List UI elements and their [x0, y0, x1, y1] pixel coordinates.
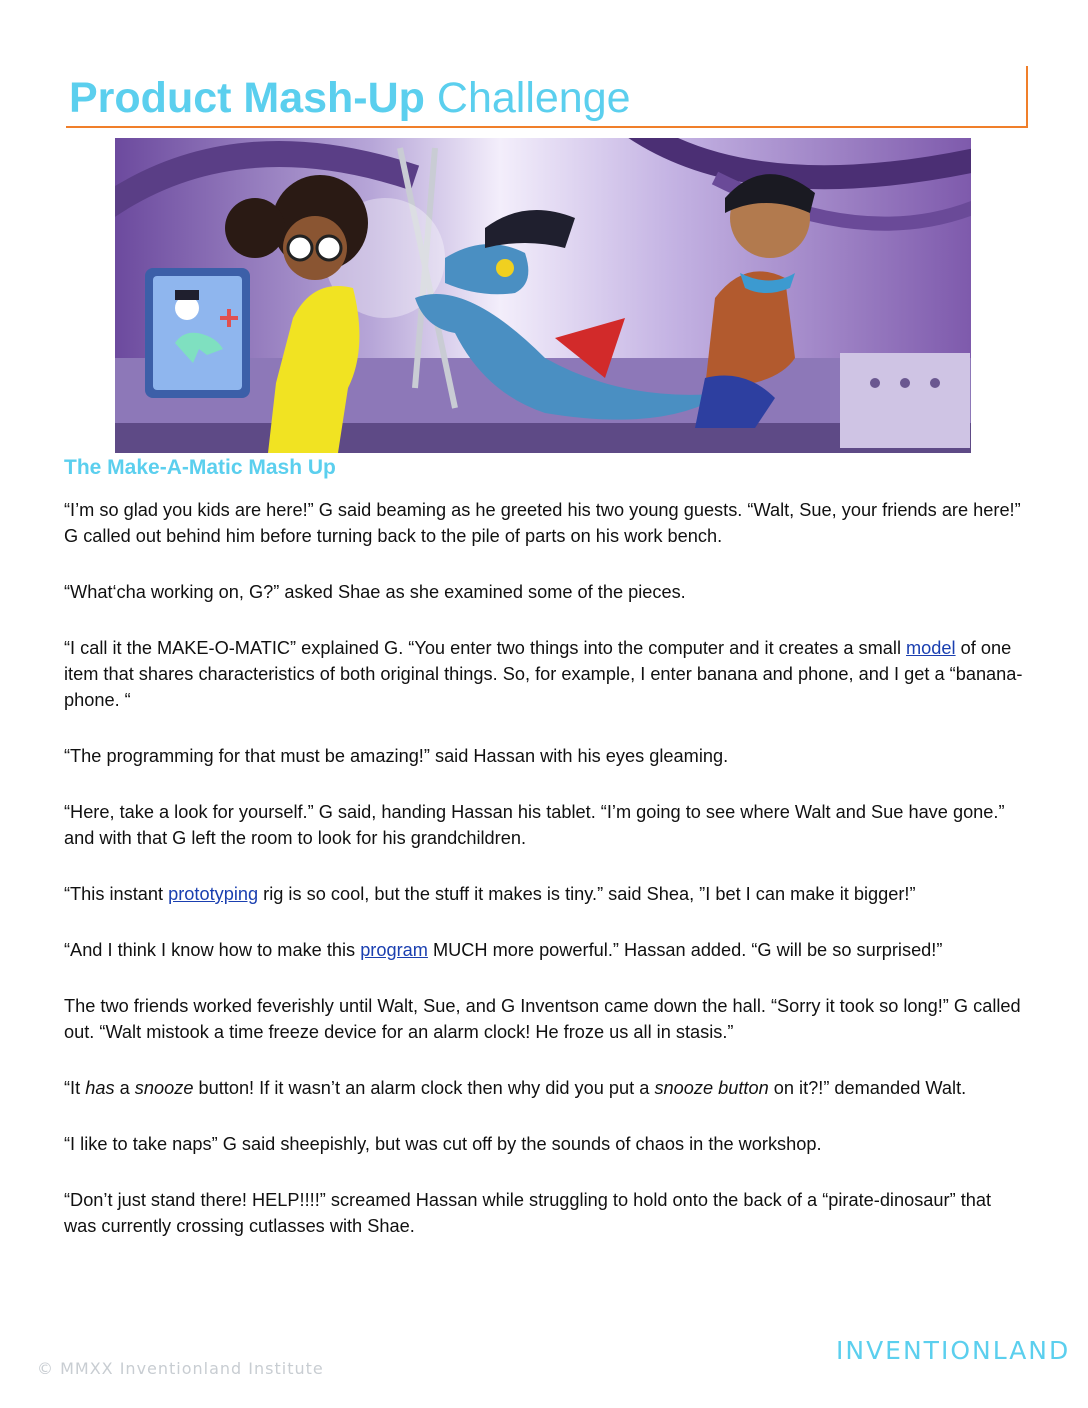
story-paragraph: The two friends worked feverishly until Walt, Sue, and G Inventson came down the hall. “Sorry it took so long!” G called out. “Walt mistook a time freeze device for an alarm clock! He froze us all in stasis.”	[64, 996, 1021, 1042]
emphasis-text: has	[85, 1078, 115, 1098]
paragraph-text: “And I think I know how to make this	[64, 940, 361, 960]
inventionland-logo	[836, 1336, 1071, 1380]
pirate-dinosaur-illustration	[115, 138, 971, 453]
story-subtitle: The Make-A-Matic Mash Up	[64, 456, 336, 479]
story-paragraph: “I’m so glad you kids are here!” G said beaming as he greeted his two young guests. “Walt, Sue, your friends are here!” G called out behind him before turning back to the pile of parts on his work bench.	[64, 500, 1021, 546]
paragraph-text: on it?!” demanded Walt.	[768, 1078, 967, 1098]
paragraph-text: “It	[64, 1078, 86, 1098]
prototyping-link[interactable]: prototyping	[168, 884, 259, 904]
model-link[interactable]: model	[906, 638, 956, 658]
story-paragraph: “Here, take a look for yourself.” G said, handing Hassan his tablet. “I’m going to see where Walt and Sue have gone.” and with that G left the room to look for his grandchildren.	[64, 802, 1005, 848]
page-title	[69, 72, 631, 124]
paragraph-text: of one item that shares characteristics of both original things. So, for example, I enter banana and phone, and I get a “banana-phone. “	[64, 638, 1023, 710]
title-bold: Product Mash-Up	[69, 74, 425, 122]
logo-text: INVENTIONLAND	[836, 1336, 1071, 1365]
story-paragraph	[64, 1075, 1026, 1101]
story-paragraph	[64, 937, 1026, 963]
emphasis-text: snooze button	[654, 1078, 769, 1098]
story-paragraph: “I like to take naps” G said sheepishly, but was cut off by the sounds of chaos in the workshop.	[64, 1134, 822, 1154]
story-paragraph: “Don’t just stand there! HELP!!!!” screamed Hassan while struggling to hold onto the back of a “pirate-dinosaur” that was currently crossing cutlasses with Shae.	[64, 1190, 992, 1236]
paragraph-text: MUCH more powerful.” Hassan added. “G will be so surprised!”	[427, 940, 943, 960]
emphasis-text: snooze	[134, 1078, 194, 1098]
story-paragraph: “The programming for that must be amazing!” said Hassan with his eyes gleaming.	[64, 746, 729, 766]
story-paragraph: “What‘cha working on, G?” asked Shae as she examined some of the pieces.	[64, 582, 686, 602]
story-body	[64, 497, 1026, 1269]
paragraph-text: “I call it the MAKE-O-MATIC” explained G. “You enter two things into the computer and it creates a small	[64, 638, 907, 658]
story-paragraph	[64, 635, 1026, 713]
title-block	[66, 66, 1028, 128]
paragraph-text: rig is so cool, but the stuff it makes is tiny.” said Shea, ”I bet I can make it bigger!”	[258, 884, 916, 904]
paragraph-text: “This instant	[64, 884, 169, 904]
paragraph-text: a	[114, 1078, 135, 1098]
title-rest: Challenge	[436, 74, 631, 122]
copyright-notice: © MMXX Inventionland Institute	[37, 1359, 324, 1378]
paragraph-text: button! If it wasn’t an alarm clock then why did you put a	[193, 1078, 655, 1098]
story-paragraph	[64, 881, 1026, 907]
program-link[interactable]: program	[360, 940, 428, 960]
